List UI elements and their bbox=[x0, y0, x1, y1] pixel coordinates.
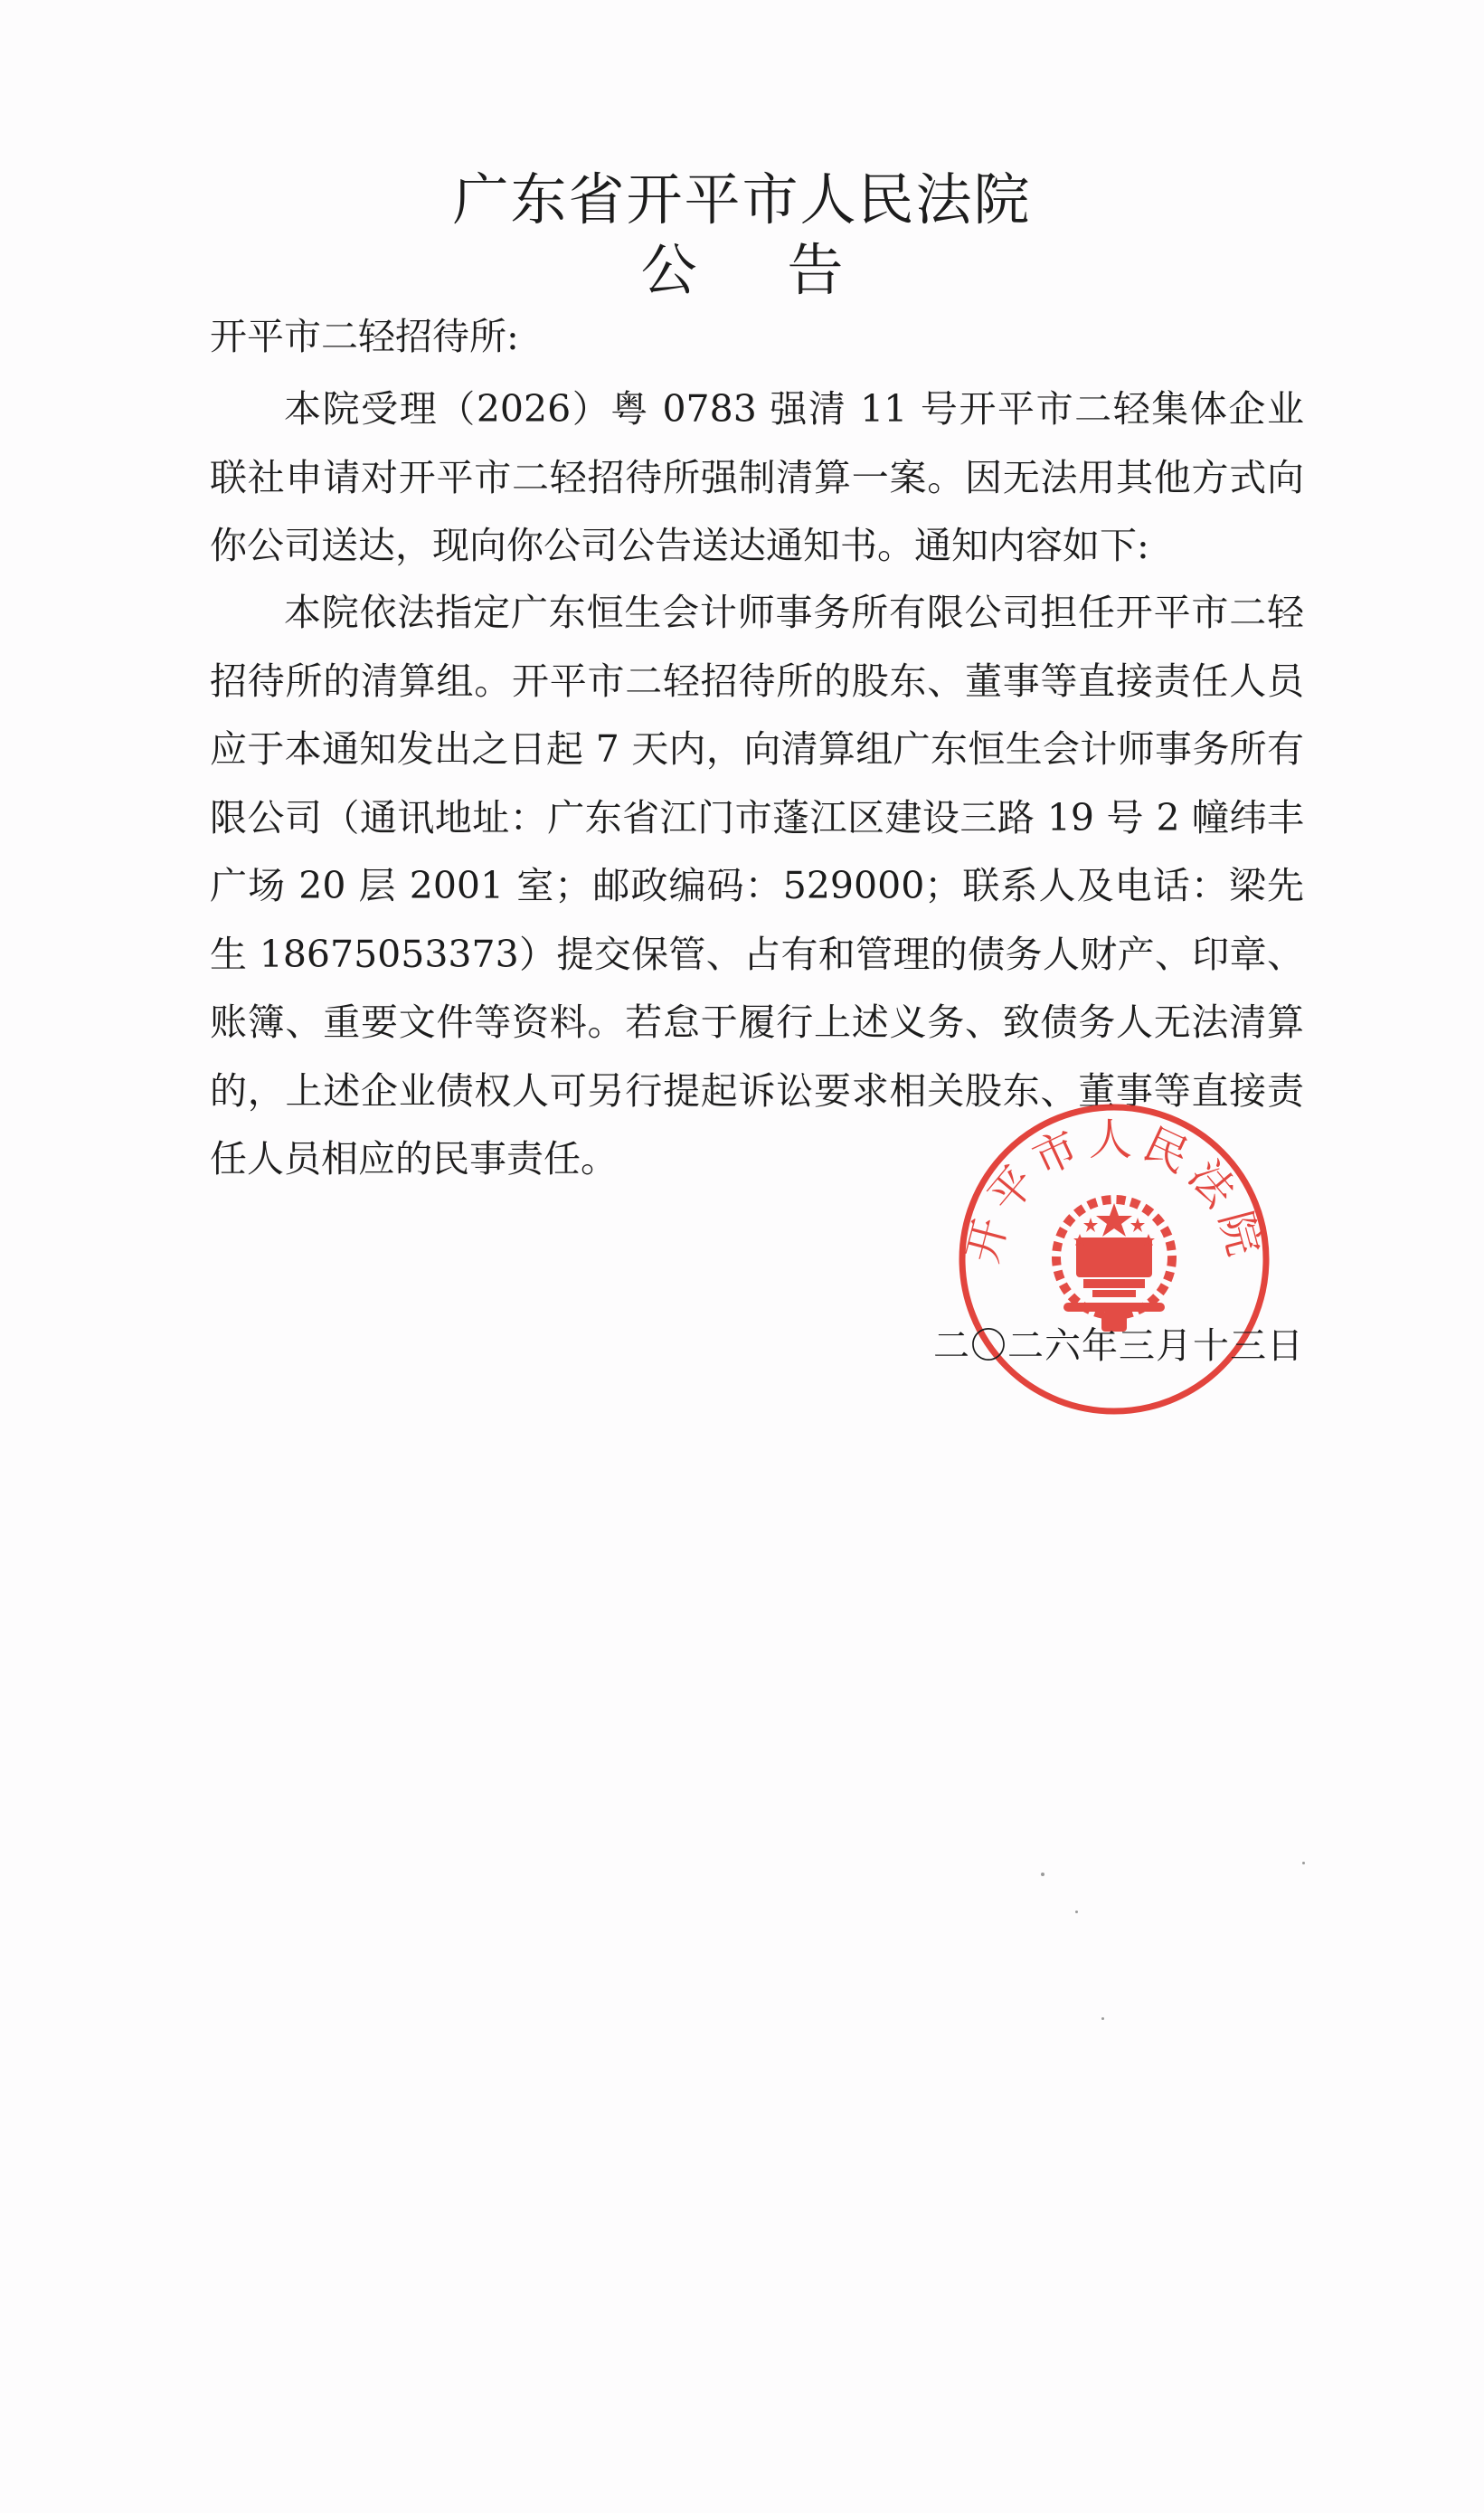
addressee: 开平市二轻招待所: bbox=[210, 315, 519, 358]
seal-text: 开平市人民法院 bbox=[957, 1114, 1271, 1268]
national-emblem-icon bbox=[1056, 1200, 1172, 1332]
paragraph-case-intro: 本院受理（2026）粤 0783 强清 11 号开平市二轻集体企业联社申请对开平市二轻招待所强制清算一案。因无法用其他方式向你公司送达，现向你公司公告送达通知书。通知内容如下: bbox=[210, 387, 1304, 567]
notice-title: 公 告 bbox=[640, 237, 880, 303]
court-name-heading: 广东省开平市人民法院 bbox=[452, 166, 1032, 232]
paragraph-notice-content: 本院依法指定广东恒生会计师事务所有限公司担任开平市二轻招待所的清算组。开平市二轻招待所的股东、董事等直接责任人员应于本通知发出之日起 7 天内，向清算组广东恒生会计师事务所有限公司（通讯地址：广东省江门市蓬江区建设三路 19 号 2 幢纬丰广场 20 层 2001 室；邮政编码：529000；联系人及电话：梁先生 18675053373）提交保管、占有和管理的债务人财产、印章、账簿、重要文件等资料。若怠于履行上述义务、致债务人无法清算的，上述企业债权人可另行提起诉讼要求相关股东、董事等直接责任人员相应的民事责任。 bbox=[210, 591, 1304, 1181]
issue-date: 二〇二六年三月十三日 bbox=[933, 1325, 1304, 1367]
court-seal bbox=[957, 1102, 1271, 1417]
